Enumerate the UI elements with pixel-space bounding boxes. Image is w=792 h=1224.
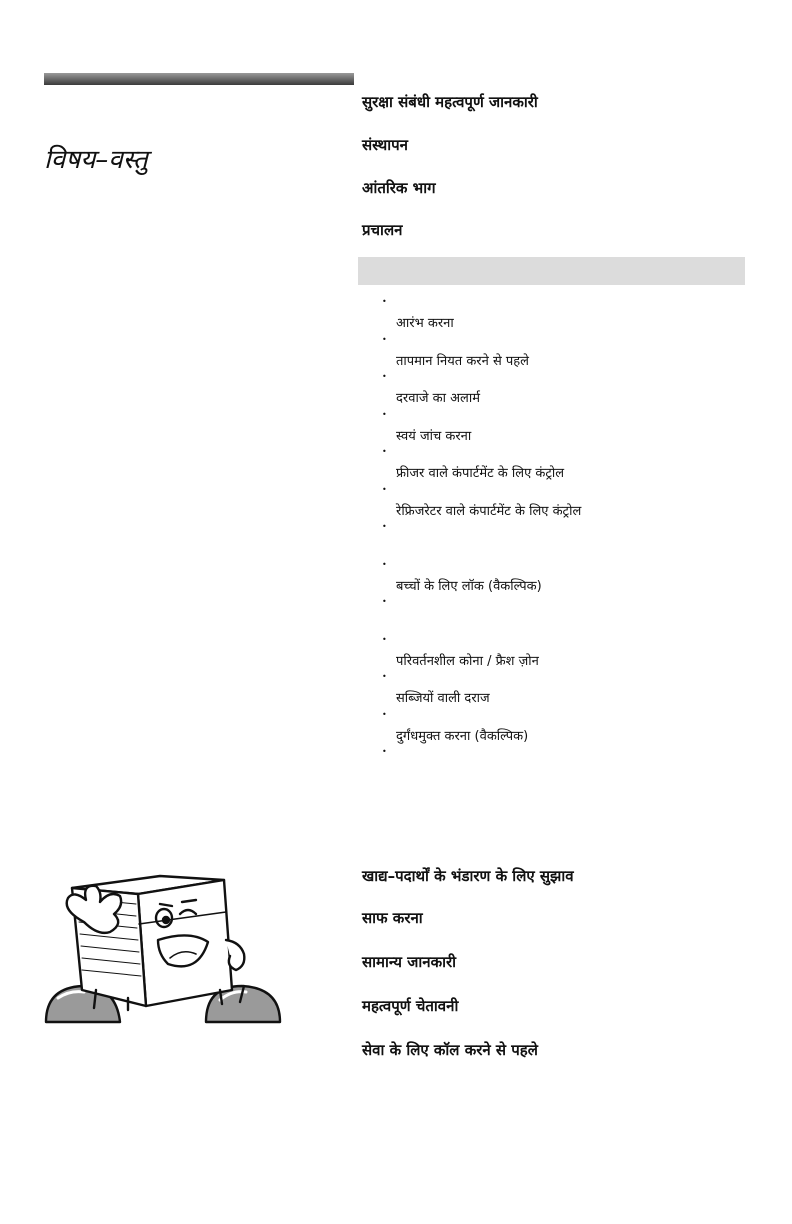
bullet-icon: • <box>382 709 387 719</box>
list-item[interactable] <box>378 409 758 447</box>
section-band <box>358 257 745 285</box>
header-rule <box>44 73 354 85</box>
operation-subitem-list <box>378 296 758 784</box>
toc-heading-general-info[interactable]: सामान्य जानकारी <box>362 953 456 971</box>
list-item[interactable] <box>378 709 758 747</box>
winking-refrigerator-mascot-icon <box>40 840 290 1030</box>
list-item[interactable] <box>378 296 758 334</box>
bullet-icon: • <box>382 334 387 344</box>
bullet-icon: • <box>382 597 387 606</box>
contents-title: विषय–वस्तु <box>44 145 148 175</box>
list-item-label: स्वयं जांच करना <box>396 428 472 444</box>
toc-heading-cleaning[interactable]: साफ करना <box>362 909 423 927</box>
bullet-icon: • <box>382 372 387 381</box>
list-item[interactable] <box>378 559 758 597</box>
list-item[interactable] <box>378 446 758 484</box>
list-item[interactable] <box>378 334 758 372</box>
bullet-icon: • <box>382 409 387 419</box>
bullet-icon: • <box>382 634 387 644</box>
toc-heading-warning[interactable]: महत्वपूर्ण चेतावनी <box>362 997 459 1015</box>
list-item-label: सब्जियों वाली दराज <box>396 691 490 706</box>
list-item-label: रेफ्रिजरेटर वाले कंपार्टमेंट के लिए कंट्रोल <box>396 503 582 519</box>
toc-heading-before-service[interactable]: सेवा के लिए कॉल करने से पहले <box>362 1041 538 1059</box>
list-item-label: दुर्गंधमुक्त करना (वैकल्पिक) <box>396 728 529 744</box>
list-item-label: आरंभ करना <box>396 316 454 331</box>
bullet-icon: • <box>382 747 387 756</box>
bullet-icon: • <box>382 484 387 494</box>
list-item[interactable] <box>378 596 758 634</box>
toc-heading-installation[interactable]: संस्थापन <box>362 136 408 154</box>
toc-heading-safety[interactable]: सुरक्षा संबंधी महत्वपूर्ण जानकारी <box>362 93 538 111</box>
list-item-label: दरवाजे का अलार्म <box>396 391 480 406</box>
list-item[interactable] <box>378 634 758 672</box>
list-item-label: बच्चों के लिए लॉक (वैकल्पिक) <box>396 578 542 594</box>
list-item-label: तापमान नियत करने से पहले <box>396 353 529 369</box>
list-item[interactable] <box>378 521 758 559</box>
bullet-icon: • <box>382 559 387 569</box>
list-item-label: फ्रीजर वाले कंपार्टमेंट के लिए कंट्रोल <box>396 466 565 481</box>
list-item[interactable] <box>378 671 758 709</box>
bullet-icon: • <box>382 522 387 531</box>
list-item[interactable] <box>378 371 758 409</box>
toc-heading-operation[interactable]: प्रचालन <box>362 221 403 239</box>
list-item-label: परिवर्तनशील कोना / फ्रैश ज़ोन <box>396 653 539 669</box>
list-item[interactable] <box>378 746 758 784</box>
toc-heading-interior[interactable]: आंतरिक भाग <box>362 179 436 197</box>
bullet-icon: • <box>382 447 387 456</box>
bullet-icon: • <box>382 297 387 306</box>
list-item[interactable] <box>378 484 758 522</box>
bullet-icon: • <box>382 672 387 681</box>
toc-heading-food-storage[interactable]: खाद्य–पदार्थों के भंडारण के लिए सुझाव <box>362 867 574 885</box>
